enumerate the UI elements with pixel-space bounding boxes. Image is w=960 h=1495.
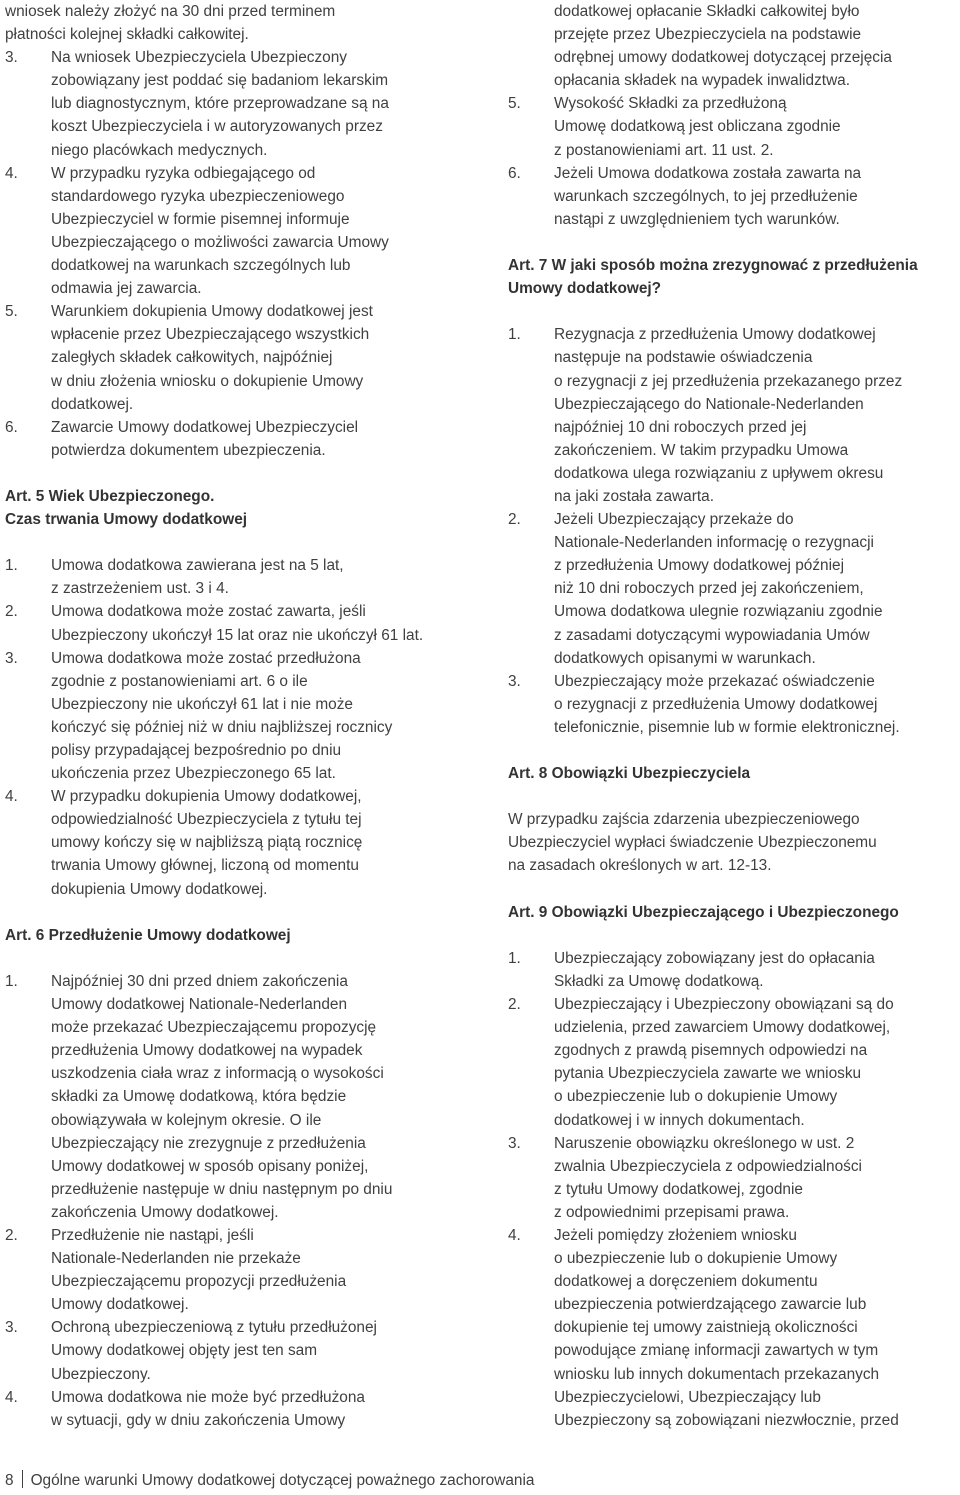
list-item [508, 1224, 960, 1432]
text-line: wniosku lub innych dokumentach przekazanych [554, 1365, 880, 1383]
list-item-number: 3. [508, 1134, 521, 1152]
page-number: 8 [5, 1472, 14, 1489]
list-item-number: 2. [5, 1226, 18, 1244]
list-item-text [51, 1386, 460, 1432]
text-line: może przekazać Ubezpieczającemu propozycję [51, 1019, 377, 1037]
text-line: opłacania składek na wypadek inwalidztwa. [554, 72, 851, 90]
text-line: Na wniosek Ubezpieczyciela Ubezpieczony [51, 49, 347, 67]
list-item-text [554, 323, 960, 508]
text-line: Umowy dodatkowej Nationale-Nederlanden [51, 996, 348, 1014]
section-gap [508, 739, 960, 762]
list-item-number: 6. [5, 418, 18, 436]
list-item [5, 1386, 460, 1432]
list-item [508, 0, 960, 92]
text-line: Art. 5 Wiek Ubezpieczonego. [5, 487, 215, 505]
section-heading [5, 485, 460, 531]
list-item-text [51, 600, 460, 646]
text-line: Przedłużenie nie nastąpi, jeśli [51, 1226, 254, 1244]
section-gap [508, 924, 960, 947]
list-item-text [554, 670, 960, 739]
text-line: z zasadami dotyczącymi wypowiadania Umów [554, 626, 870, 644]
text-line: dodatkowej a doręczeniem dokumentu [554, 1273, 818, 1291]
text-line: Ubezpieczony nie ukończył 61 lat i nie może [51, 695, 353, 713]
text-line: Art. 9 Obowiązki Ubezpieczającego i Ubezpieczonego [508, 903, 899, 921]
text-line: dodatkowej na warunkach szczególnych lub [51, 257, 351, 275]
text-line: z zastrzeżeniem ust. 3 i 4. [51, 580, 229, 598]
section-gap [508, 785, 960, 808]
list-item-number: 2. [508, 996, 521, 1014]
list-item [5, 300, 460, 415]
list-item [508, 670, 960, 739]
text-line: ukończenia przez Ubezpieczonego 65 lat. [51, 765, 336, 783]
list-item-number: 3. [508, 672, 521, 690]
section-gap [508, 878, 960, 901]
text-line: Umowy dodatkowej objęty jest ten sam [51, 1342, 318, 1360]
list-item-text [51, 162, 460, 301]
text-line: Warunkiem dokupienia Umowy dodatkowej jest [51, 303, 373, 321]
paragraph [5, 0, 460, 46]
text-line: Umowa dodatkowa ulegnie rozwiązaniu zgodnie [554, 603, 883, 621]
list-item [5, 600, 460, 646]
text-line: Art. 6 Przedłużenie Umowy dodatkowej [5, 926, 291, 944]
text-line: płatności kolejnej składki całkowitej. [5, 26, 249, 44]
list-item-number: 1. [5, 972, 18, 990]
text-line: trwania Umowy głównej, liczoną od momentu [51, 857, 359, 875]
text-line: Nationale-Nederlanden nie przekaże [51, 1250, 301, 1268]
list-item-text [554, 993, 960, 1132]
text-line: W przypadku ryzyka odbiegającego od [51, 164, 316, 182]
text-line: zobowiązany jest poddać się badaniom lekarskim [51, 72, 389, 90]
list-item-text [51, 416, 460, 462]
text-line: zaległych składek całkowitych, najpóźniej [51, 349, 333, 367]
text-line: składki za Umowę dodatkową, która będzie [51, 1088, 347, 1106]
text-line: Naruszenie obowiązku określonego w ust. 2 [554, 1134, 855, 1152]
text-line: koszt Ubezpieczyciela i w autoryzowanych przez [51, 118, 383, 136]
list-item [508, 508, 960, 670]
list-item-text [554, 1132, 960, 1224]
document-title: Ogólne warunki Umowy dodatkowej dotyczącej poważnego zachorowania [30, 1472, 535, 1489]
text-line: następuje na podstawie oświadczenia [554, 349, 813, 367]
text-line: zwalnia Ubezpieczyciela z odpowiedzialności [554, 1157, 862, 1175]
text-line: Umowa dodatkowa może zostać przedłużona [51, 649, 361, 667]
list-item [5, 1316, 460, 1385]
text-line: Wysokość Składki za przedłużoną [554, 95, 787, 113]
text-line: dokupienie tej umowy zaistnieją okoliczności [554, 1319, 858, 1337]
text-line: Jeżeli Ubezpieczający przekaże do [554, 511, 794, 529]
text-line: W przypadku dokupienia Umowy dodatkowej, [51, 788, 362, 806]
text-line: Umowa dodatkowa zawierana jest na 5 lat, [51, 557, 344, 575]
list-item-text [554, 508, 960, 670]
text-line: telefonicznie, pisemnie lub w formie elektronicznej. [554, 718, 900, 736]
text-line: zakończenia Umowy dodatkowej. [51, 1203, 279, 1221]
text-line: ubezpieczenia potwierdzającego zawarcie lub [554, 1296, 867, 1314]
section-heading [508, 762, 960, 785]
list-item-number: 2. [508, 511, 521, 529]
text-line: Ubezpieczony. [51, 1365, 151, 1383]
text-line: Nationale-Nederlanden informację o rezygnacji [554, 534, 874, 552]
left-column [5, 0, 460, 1432]
text-line: Zawarcie Umowy dodatkowej Ubezpieczyciel [51, 418, 359, 436]
text-line: najpóźniej 10 dni roboczych przed jej [554, 418, 807, 436]
page-footer [5, 1470, 534, 1491]
text-line: Umowy dodatkowej? [508, 280, 662, 298]
list-item-text [554, 0, 960, 92]
text-line: przejęte przez Ubezpieczyciela na podstawie [554, 26, 862, 44]
text-line: Umowę dodatkową jest obliczana zgodnie [554, 118, 841, 136]
text-line: o rezygnacji z przedłużenia Umowy dodatkowej [554, 695, 878, 713]
list-item [5, 416, 460, 462]
text-line: Art. 8 Obowiązki Ubezpieczyciela [508, 765, 751, 783]
text-line: dodatkowej i w innych dokumentach. [554, 1111, 805, 1129]
footer-separator [22, 1470, 23, 1488]
text-line: warunkach szczególnych, to jej przedłużenie [554, 187, 858, 205]
text-line: uszkodzenia ciała wraz z informacją o wysokości [51, 1065, 384, 1083]
list-item-number: 1. [508, 949, 521, 967]
text-line: dodatkowych opisanymi w warunkach. [554, 649, 816, 667]
text-line: udzielenia, przed zawarciem Umowy dodatkowej, [554, 1019, 891, 1037]
text-line: Art. 7 W jaki sposób można zrezygnować z przedłużenia [508, 257, 918, 275]
text-line: standardowego ryzyka ubezpieczeniowego [51, 187, 345, 205]
text-line: Ubezpieczycielowi, Ubezpieczający lub [554, 1388, 821, 1406]
list-item-text [51, 970, 460, 1224]
text-line: przedłużenie następuje w dniu następnym po dniu [51, 1180, 393, 1198]
text-line: polisy przypadającej bezpośrednio po dniu [51, 742, 342, 759]
text-line: Umowy dodatkowej w sposób opisany poniżej, [51, 1157, 369, 1175]
list-item [5, 785, 460, 900]
list-item [508, 993, 960, 1132]
list-item-number: 3. [5, 649, 18, 667]
list-item-number: 3. [5, 1319, 18, 1337]
section-gap [5, 531, 460, 554]
text-line: umowy kończy się w najbliższą piątą rocznicę [51, 834, 363, 852]
text-line: zakończeniem. W takim przypadku Umowa [554, 441, 849, 459]
section-gap [508, 231, 960, 254]
text-line: W przypadku zajścia zdarzenia ubezpieczeniowego [508, 811, 860, 829]
text-line: Ubezpieczający i Ubezpieczony obowiązani są do [554, 996, 894, 1014]
list-item [5, 554, 460, 600]
list-item-number: 5. [5, 303, 18, 321]
text-line: dodatkowej. [51, 395, 134, 413]
list-item-number: 4. [5, 1388, 18, 1406]
text-line: nastąpi z uwzględnieniem tych warunków. [554, 210, 840, 228]
text-line: dodatkowa ulega rozwiązaniu z upływem okresu [554, 464, 884, 482]
text-line: Ubezpieczającego o możliwości zawarcia Umowy [51, 233, 389, 251]
text-line: na jaki została zawarta. [554, 487, 714, 505]
list-item-number: 2. [5, 603, 18, 621]
text-line: Ubezpieczającego do Nationale-Nederlanden [554, 395, 864, 413]
section-gap [508, 300, 960, 323]
text-line: Ubezpieczający może przekazać oświadczenie [554, 672, 875, 690]
text-line: Czas trwania Umowy dodatkowej [5, 511, 248, 529]
list-item-number: 3. [5, 49, 18, 67]
text-line: dokupienia Umowy dodatkowej. [51, 880, 268, 898]
text-line: z postanowieniami art. 11 ust. 2. [554, 141, 774, 159]
text-line: z tytułu Umowy dodatkowej, zgodnie [554, 1180, 803, 1198]
list-item-text [51, 1224, 460, 1316]
list-item [5, 1224, 460, 1316]
section-gap [5, 462, 460, 485]
text-line: o ubezpieczenie lub o dokupienie Umowy [554, 1088, 838, 1106]
text-line: Ubezpieczyciel w formie pisemnej informuje [51, 210, 350, 228]
text-line: Ubezpieczyciel wypłaci świadczenie Ubezpieczonemu [508, 834, 877, 852]
text-line: w dniu złożenia wniosku o dokupienie Umowy [51, 372, 364, 390]
text-line: z odpowiednimi przepisami prawa. [554, 1203, 790, 1221]
text-line: kończyć się później niż w dniu najbliższej rocznicy [51, 718, 393, 736]
text-line: powodujące zmianę informacji zawartych w tym [554, 1342, 879, 1360]
text-line: Jeżeli Umowa dodatkowa została zawarta na [554, 164, 862, 182]
list-item [5, 970, 460, 1224]
text-line: niego placówkach medycznych. [51, 141, 268, 159]
section-heading [508, 901, 960, 924]
text-line: Ubezpieczony ukończył 15 lat oraz nie ukończył 61 lat. [51, 626, 424, 644]
list-item-number: 5. [508, 95, 521, 113]
text-line: Ochroną ubezpieczeniową z tytułu przedłużonej [51, 1319, 377, 1337]
list-item-number: 4. [5, 788, 18, 806]
text-line: wpłacenie przez Ubezpieczającego wszystkich [51, 326, 370, 344]
list-item-text [554, 162, 960, 231]
list-item [508, 323, 960, 508]
text-line: Umowy dodatkowej. [51, 1296, 189, 1314]
list-item-text [51, 300, 460, 415]
text-line: obowiązywała w kolejnym okresie. O ile [51, 1111, 322, 1129]
list-item-text [51, 554, 460, 600]
text-line: pytania Ubezpieczyciela zawarte we wniosku [554, 1065, 862, 1083]
paragraph [508, 808, 960, 877]
text-line: niż 10 dni roboczych przed jej zakończeniem, [554, 580, 864, 598]
list-item [508, 162, 960, 231]
text-line: Ubezpieczający zobowiązany jest do opłacania [554, 949, 875, 967]
list-item-number [508, 0, 554, 92]
text-line: odpowiedzialność Ubezpieczyciela z tytułu tej [51, 811, 362, 829]
text-line: lub diagnostycznym, które przeprowadzane są na [51, 95, 389, 113]
list-item-number: 1. [5, 557, 18, 575]
list-item-text [554, 1224, 960, 1432]
list-item-text [51, 46, 460, 161]
text-line: Ubezpieczający nie zrezygnuje z przedłużenia [51, 1134, 366, 1152]
text-line: przedłużenia Umowy dodatkowej na wypadek [51, 1042, 363, 1060]
list-item [508, 1132, 960, 1224]
text-line: Ubezpieczającemu propozycji przedłużenia [51, 1273, 347, 1291]
text-line: Najpóźniej 30 dni przed dniem zakończenia [51, 972, 348, 990]
text-line: Umowa dodatkowa może zostać zawarta, jeśli [51, 603, 366, 621]
list-item [5, 647, 460, 786]
text-line: w sytuacji, gdy w dniu zakończenia Umowy [51, 1411, 346, 1429]
section-heading [5, 924, 460, 947]
section-heading [508, 254, 960, 300]
text-line: odmawia jej zawarcia. [51, 280, 202, 298]
text-line: zgodnych z prawdą pisemnych odpowiedzi na [554, 1042, 868, 1060]
text-line: o rezygnacji z jej przedłużenia przekazanego przez [554, 372, 903, 390]
list-item-text [554, 92, 960, 161]
list-item-number: 4. [5, 164, 18, 182]
text-line: wniosek należy złożyć na 30 dni przed terminem [5, 3, 336, 20]
text-line: potwierdza dokumentem ubezpieczenia. [51, 441, 326, 459]
right-column [508, 0, 960, 1432]
text-line: na zasadach określonych w art. 12-13. [508, 857, 772, 875]
text-line: odrębnej umowy dodatkowej dotyczącej przejęcia [554, 49, 892, 67]
text-line: o ubezpieczenie lub o dokupienie Umowy [554, 1250, 838, 1268]
list-item [508, 92, 960, 161]
text-line: dodatkowej opłacanie Składki całkowitej było [554, 3, 860, 20]
list-item-text [51, 647, 460, 786]
section-gap [5, 901, 460, 924]
text-line: Składki za Umowę dodatkową. [554, 972, 764, 990]
list-item [508, 947, 960, 993]
list-item-text [554, 947, 960, 993]
list-item-text [51, 785, 460, 900]
list-item-number: 1. [508, 326, 521, 344]
text-line: z przedłużenia Umowy dodatkowej później [554, 557, 845, 575]
text-line: Rezygnacja z przedłużenia Umowy dodatkowej [554, 326, 876, 344]
text-line: zgodnie z postanowieniami art. 6 o ile [51, 672, 308, 690]
list-item-number: 6. [508, 164, 521, 182]
text-line: Umowa dodatkowa nie może być przedłużona [51, 1388, 365, 1406]
list-item-text [51, 1316, 460, 1385]
list-item [5, 46, 460, 161]
text-line: Ubezpieczony są zobowiązani niezwłocznie, przed [554, 1411, 899, 1429]
list-item-number: 4. [508, 1226, 521, 1244]
list-item [5, 162, 460, 301]
text-line: Jeżeli pomiędzy złożeniem wniosku [554, 1226, 797, 1244]
section-gap [5, 947, 460, 970]
